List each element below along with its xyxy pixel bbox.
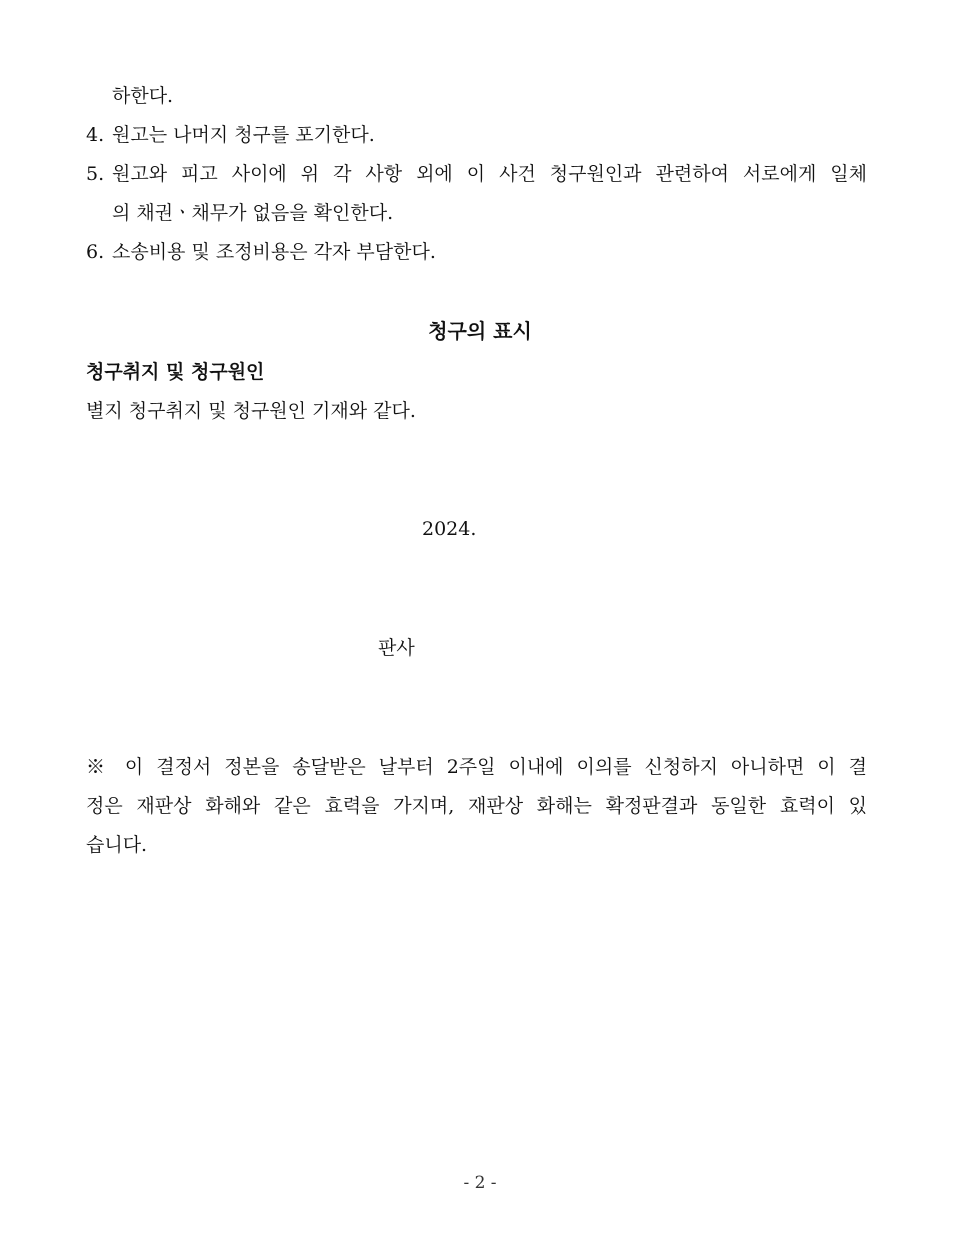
list-item-5-line-2: 의 채권ㆍ채무가 없음을 확인한다. [112, 202, 394, 224]
list-item-6-number: 6. [86, 241, 105, 263]
list-item-5 [86, 162, 867, 186]
list-item-6-text: 소송비용 및 조정비용은 각자 부담한다. [112, 241, 436, 263]
notice-line-3: 습니다. [86, 834, 148, 856]
previous-item-continuation: 하한다. [112, 85, 174, 107]
claim-subheading: 청구취지 및 청구원인 [86, 361, 265, 383]
list-item-5-number: 5. [86, 163, 105, 185]
list-item-5-line-1: 원고와 피고 사이에 위 각 사항 외에 이 사건 청구원인과 관련하여 서로에게 일체 [112, 163, 867, 185]
list-item-4 [86, 123, 375, 147]
notice-line-2: 정은 재판상 화해와 같은 효력을 가지며, 재판상 화해는 확정판결과 동일한 효력이 있 [86, 795, 867, 817]
list-item-4-number: 4. [86, 124, 105, 146]
judge-label: 판사 [378, 637, 415, 659]
notice-line-1: ※ 이 결정서 정본을 송달받은 날부터 2주일 이내에 이의를 신청하지 아니하면 이 결 [86, 756, 867, 778]
claim-body: 별지 청구취지 및 청구원인 기재와 같다. [86, 400, 416, 422]
claim-heading: 청구의 표시 [428, 319, 532, 343]
decision-date: 2024. [422, 518, 477, 540]
page-number: - 2 - [463, 1173, 497, 1193]
list-item-4-text: 원고는 나머지 청구를 포기한다. [112, 124, 375, 146]
list-item-6 [86, 240, 436, 264]
